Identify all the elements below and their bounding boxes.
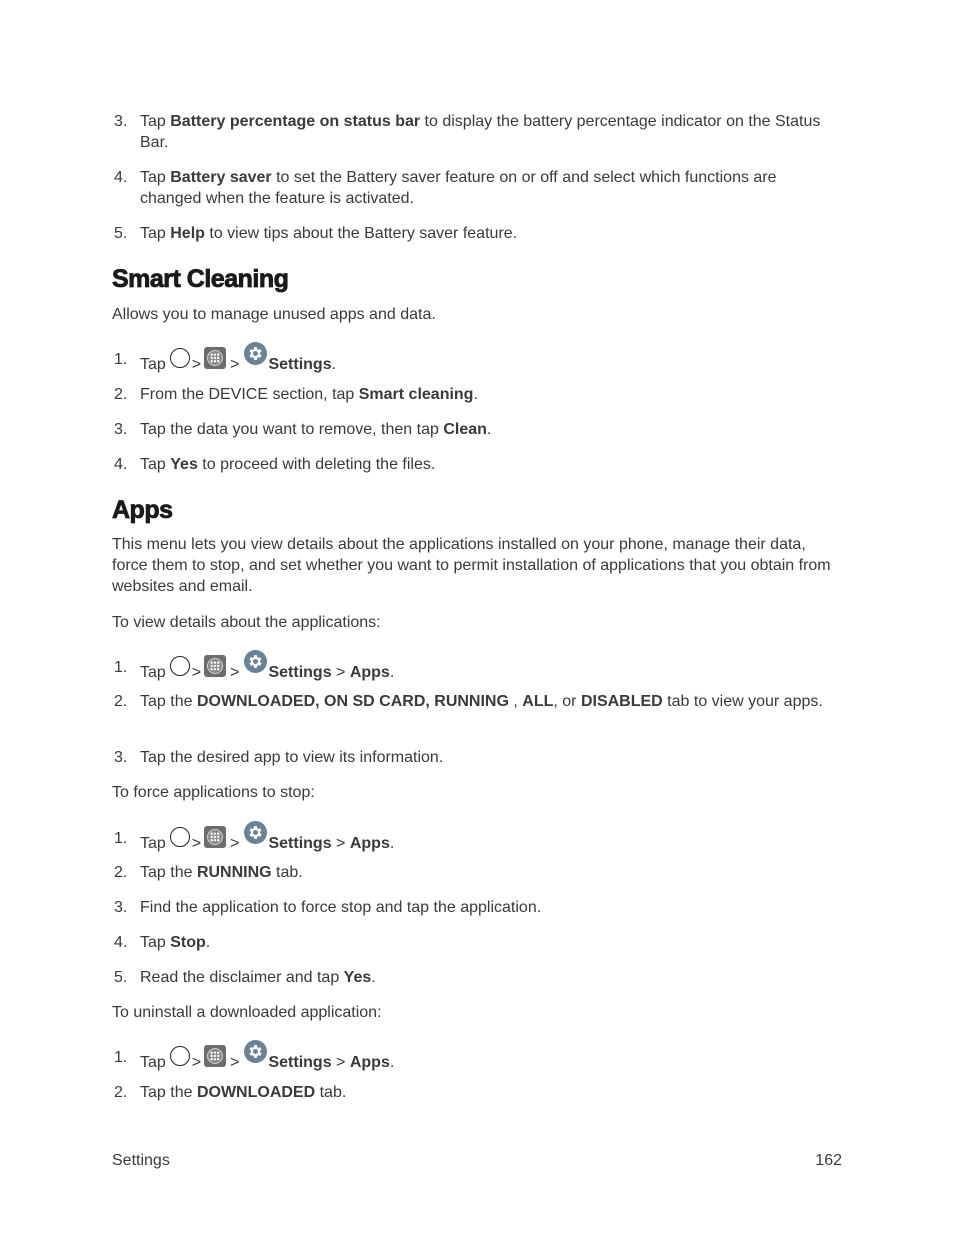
apps-view-step-1: 1. Tap > > Settings > Apps. xyxy=(112,657,842,683)
apps-uninstall-step-2: 2. Tap the DOWNLOADED tab. xyxy=(114,1084,347,1101)
step-number: 5. xyxy=(114,225,128,242)
step-number: 1. xyxy=(114,830,128,847)
apps-icon xyxy=(204,1045,226,1067)
battery-step-5: 5. Tap Help to view tips about the Battery saver feature. xyxy=(114,225,518,242)
step-number: 4. xyxy=(114,934,128,951)
apps-heading: Apps xyxy=(112,496,173,524)
apps-term: Apps xyxy=(349,835,390,852)
bold-term: Stop xyxy=(170,934,206,951)
apps-intro: This menu lets you view details about the applications installed on your phone, manage their data, force them to stop, and set whether you want to permit installation of applications that you obtain from websites and email. xyxy=(112,536,831,595)
step-number: 2. xyxy=(114,864,128,881)
apps-uninstall-step-1: 1. Tap > > Settings > Apps. xyxy=(112,1047,842,1073)
bold-term: Yes xyxy=(170,456,198,473)
battery-step-4: 4. Tap Battery saver to set the Battery saver feature on or off and select which functions are changed when the feature is activated. xyxy=(114,169,777,207)
battery-step-3: 3. Tap Battery percentage on status bar to display the battery percentage indicator on the Status Bar. xyxy=(114,113,821,151)
step-number: 3. xyxy=(114,113,128,130)
bold-term: RUNNING xyxy=(196,864,272,881)
footer-page-number: 162 xyxy=(815,1152,842,1169)
settings-gear-icon xyxy=(244,1040,267,1063)
home-icon xyxy=(170,656,190,676)
smart-cleaning-step-4: 4. Tap Yes to proceed with deleting the files. xyxy=(114,456,436,473)
settings-gear-icon xyxy=(244,342,267,365)
bold-term: Battery saver xyxy=(170,169,272,186)
step-number: 2. xyxy=(114,693,128,710)
smart-cleaning-heading: Smart Cleaning xyxy=(112,265,289,293)
settings-term: Settings xyxy=(268,835,332,852)
bold-term: DOWNLOADED, ON SD CARD, RUNNING xyxy=(196,693,509,710)
apps-force-label: To force applications to stop: xyxy=(112,784,315,801)
settings-term: Settings xyxy=(268,664,332,681)
home-icon xyxy=(170,827,190,847)
bold-term: Clean xyxy=(443,421,487,438)
apps-icon xyxy=(204,655,226,677)
bold-term: DOWNLOADED xyxy=(196,1084,316,1101)
bold-term: Battery percentage on status bar xyxy=(170,113,421,130)
bold-term: Help xyxy=(170,225,205,242)
apps-force-step-3: 3. Find the application to force stop and tap the application. xyxy=(114,899,542,916)
step-number: 3. xyxy=(114,899,128,916)
bold-term: DISABLED xyxy=(580,693,663,710)
smart-cleaning-step-1: 1. Tap > > Settings. xyxy=(112,349,842,375)
bold-term: Yes xyxy=(343,969,372,986)
smart-cleaning-step-2: 2. From the DEVICE section, tap Smart cleaning. xyxy=(114,386,478,403)
step-number: 1. xyxy=(114,659,128,676)
smart-cleaning-step-3: 3. Tap the data you want to remove, then tap Clean. xyxy=(114,421,492,438)
step-number: 3. xyxy=(114,421,128,438)
apps-force-step-4: 4. Tap Stop. xyxy=(114,934,211,951)
home-icon xyxy=(170,348,190,368)
apps-view-step-3: 3. Tap the desired app to view its information. xyxy=(114,749,444,766)
smart-cleaning-intro: Allows you to manage unused apps and data. xyxy=(112,306,436,323)
apps-view-step-2: 2. Tap the DOWNLOADED, ON SD CARD, RUNNING , ALL, or DISABLED tab to view your apps. xyxy=(114,693,823,710)
apps-force-step-1: 1. Tap > > Settings > Apps. xyxy=(112,828,842,854)
settings-gear-icon xyxy=(244,650,267,673)
step-number: 5. xyxy=(114,969,128,986)
apps-term: Apps xyxy=(349,1054,390,1071)
apps-term: Apps xyxy=(349,664,390,681)
apps-uninstall-label: To uninstall a downloaded application: xyxy=(112,1004,382,1021)
step-number: 2. xyxy=(114,386,128,403)
settings-term: Settings xyxy=(268,356,332,373)
bold-term: ALL xyxy=(522,693,554,710)
apps-force-step-2: 2. Tap the RUNNING tab. xyxy=(114,864,303,881)
apps-view-label: To view details about the applications: xyxy=(112,614,381,631)
step-number: 3. xyxy=(114,749,128,766)
settings-gear-icon xyxy=(244,821,267,844)
settings-term: Settings xyxy=(268,1054,332,1071)
home-icon xyxy=(170,1046,190,1066)
step-number: 1. xyxy=(114,1049,128,1066)
step-number: 4. xyxy=(114,169,128,186)
apps-icon xyxy=(204,347,226,369)
footer-section-name: Settings xyxy=(112,1152,170,1169)
apps-icon xyxy=(204,826,226,848)
apps-force-step-5: 5. Read the disclaimer and tap Yes. xyxy=(114,969,376,986)
step-number: 2. xyxy=(114,1084,128,1101)
step-number: 4. xyxy=(114,456,128,473)
step-number: 1. xyxy=(114,351,128,368)
bold-term: Smart cleaning xyxy=(358,386,474,403)
